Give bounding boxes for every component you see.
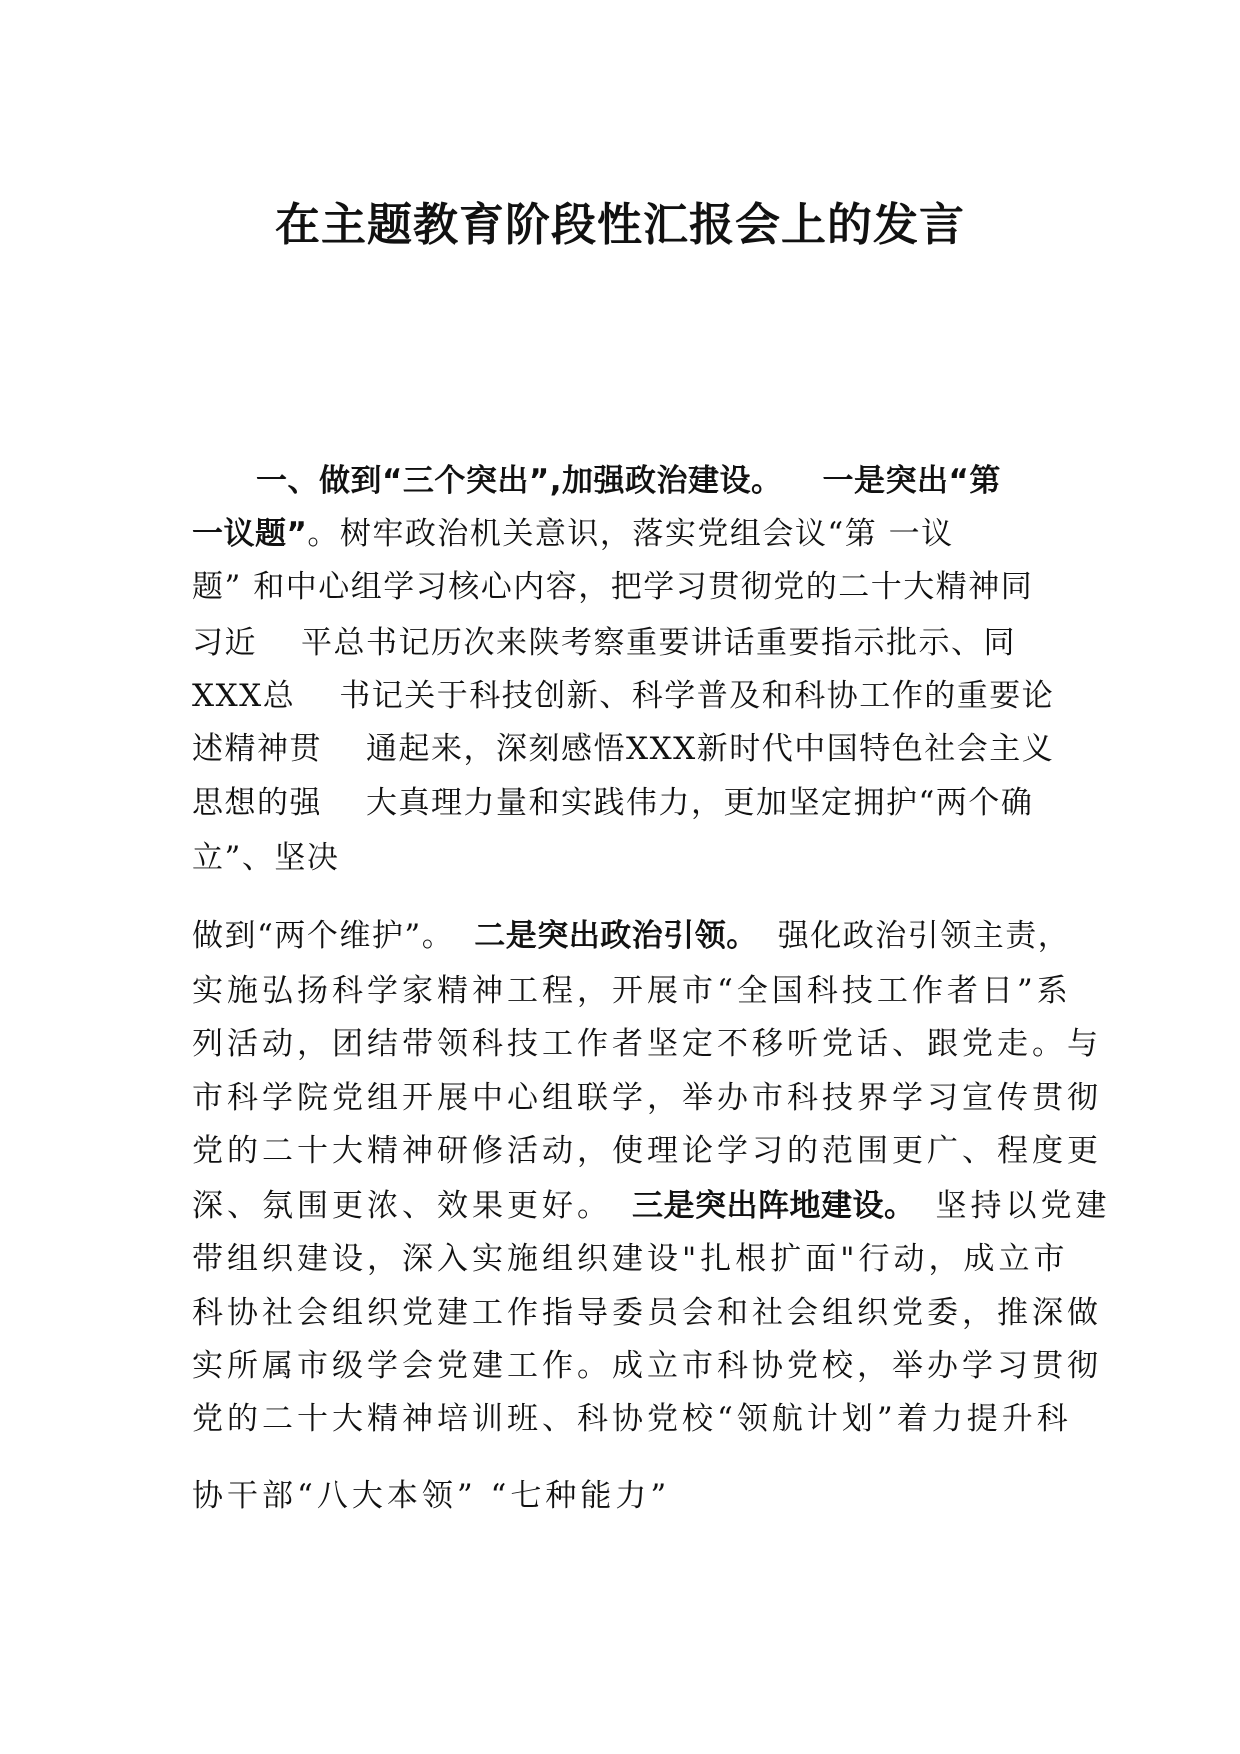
paragraph-line xyxy=(192,832,1072,877)
bold-heading-text: 一是突出“第 xyxy=(822,463,1001,499)
body-text: 列活动，团结带领科技工作者坚定不移听党话、跟党走。与 xyxy=(192,1026,1102,1062)
body-text: 实施弘扬科学家精神工程，开展市“全国科技工作者日”系 xyxy=(192,973,1072,1009)
body-text: 科协社会组织党建工作指导委员会和社会组织党委，推深做 xyxy=(192,1295,1102,1331)
paragraph-line xyxy=(192,1018,1102,1063)
body-text: 平总书记历次来陕考察重要讲话重要指示批示、同 xyxy=(301,625,1016,661)
paragraph-line xyxy=(192,965,1072,1010)
body-text: 带组织建设，深入实施组织建设"扎根扩面"行动，成立市 xyxy=(192,1241,1069,1277)
paragraph-line xyxy=(192,1470,1072,1515)
paragraph-line xyxy=(192,1125,1102,1170)
bold-heading-text: 三是突出阵地建设。 xyxy=(632,1188,916,1224)
body-text: 述精神贯 xyxy=(192,731,322,767)
paragraph-line xyxy=(192,1072,1102,1117)
paragraph-line xyxy=(192,723,1072,768)
paragraph-line xyxy=(192,1287,1102,1332)
body-text: 实所属市级学会党建工作。成立市科协党校，举办学习贯彻 xyxy=(192,1348,1102,1384)
bold-heading-text: 一议题” xyxy=(192,516,308,552)
paragraph-line xyxy=(192,617,1072,662)
body-text: 通起来，深刻感悟XXX新时代中国特色社会主义 xyxy=(366,731,1055,767)
paragraph-line xyxy=(192,1393,1072,1438)
body-text: 协干部“八大本领” “七种能力” xyxy=(192,1478,671,1514)
body-text: 立”、坚决 xyxy=(192,840,340,876)
body-text: 做到“两个维护”。 xyxy=(192,918,455,954)
body-text: 党的二十大精神培训班、科协党校“领航计划”着力提升科 xyxy=(192,1401,1072,1437)
body-text: 市科学院党组开展中心组联学，举办市科技界学习宣传贯彻 xyxy=(192,1080,1102,1116)
paragraph-line xyxy=(192,455,1136,500)
document-title: 在主题教育阶段性汇报会上的发言 xyxy=(274,198,965,251)
body-text: 。树牢政治机关意识，落实党组会议“第 一议 xyxy=(307,516,954,552)
bold-heading-text: 一、做到“三个突出”,加强政治建设。 xyxy=(256,463,783,499)
paragraph-line xyxy=(192,508,1072,553)
body-text: XXX总 xyxy=(192,678,296,714)
body-text: 强化政治引领主责， xyxy=(777,918,1071,954)
paragraph-line xyxy=(192,1233,1072,1278)
body-text: 大真理力量和实践伟力，更加坚定拥护“两个确 xyxy=(366,785,1034,821)
body-text: 思想的强 xyxy=(192,785,322,821)
paragraph-line xyxy=(192,1180,1111,1225)
body-text: 党的二十大精神研修活动，使理论学习的范围更广、程度更 xyxy=(192,1133,1102,1169)
paragraph-line xyxy=(192,561,1072,606)
body-text: 书记关于科技创新、科学普及和科协工作的重要论 xyxy=(339,678,1055,714)
body-text: 习近 xyxy=(192,625,257,661)
paragraph-line xyxy=(192,910,1072,955)
body-text: 坚持以党建 xyxy=(935,1188,1111,1224)
body-text: 题” 和中心组学习核心内容，把学习贯彻党的二十大精神同 xyxy=(192,569,1034,605)
paragraph-line xyxy=(192,670,1072,715)
bold-heading-text: 二是突出政治引领。 xyxy=(474,918,758,954)
body-text: 深、氛围更浓、效果更好。 xyxy=(192,1188,612,1224)
paragraph-line xyxy=(192,1340,1102,1385)
paragraph-line xyxy=(192,777,1072,822)
